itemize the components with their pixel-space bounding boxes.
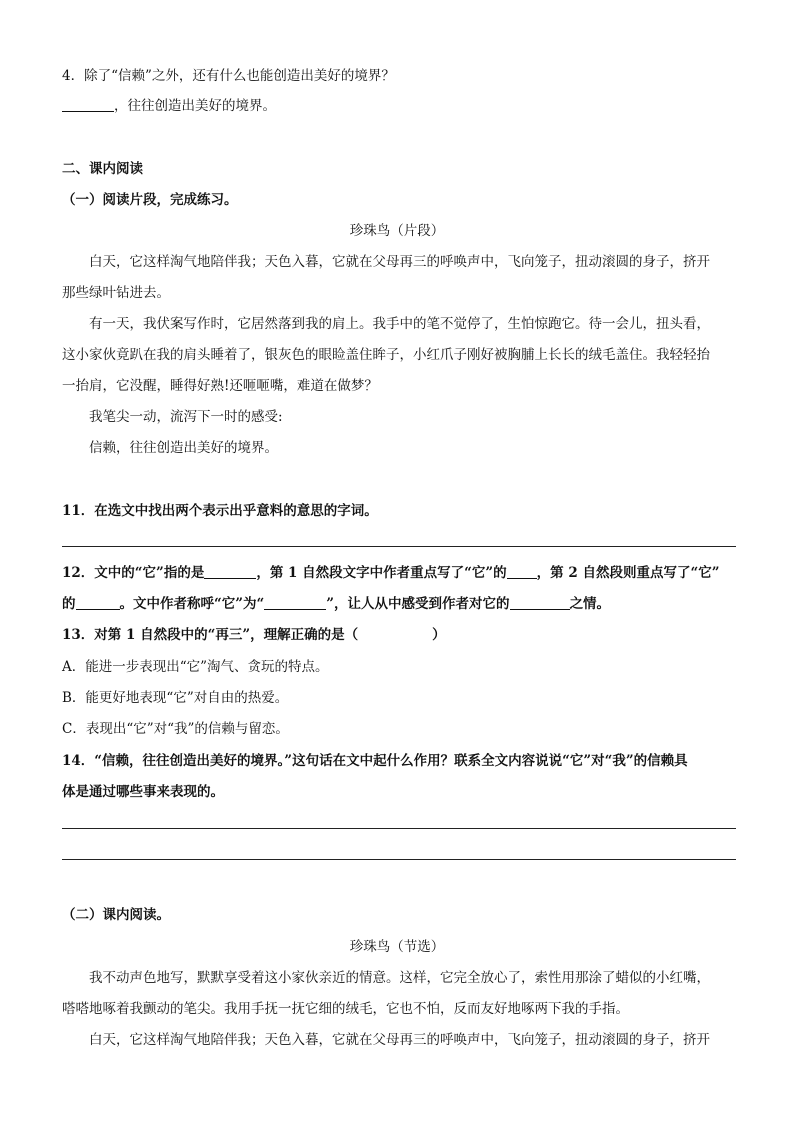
passage-line: 嗒嗒地啄着我颤动的笔尖。我用手抚一抚它细的绒毛，它也不怕，反而友好地啄两下我的手指。 <box>62 1001 629 1017</box>
part2-title: （二）课内阅读。 <box>62 907 170 923</box>
option-c[interactable]: C．表现出“它”对“我”的信赖与留恋。 <box>62 721 289 737</box>
question-4: 4．除了“信赖”之外，还有什么也能创造出美好的境界？ <box>62 68 395 84</box>
answer-line[interactable] <box>62 828 736 829</box>
question-13: 13．对第 1 自然段中的“再三”，理解正确的是（ ） <box>62 627 446 643</box>
passage-line: 有一天，我伏案写作时，它居然落到我的肩上。我手中的笔不觉停了，生怕惊跑它。待一会儿，扭头看， <box>89 316 710 332</box>
question-14-line1: 14．“信赖，往往创造出美好的境界。”这句话在文中起什么作用？联系全文内容说说“它”对“我”的信赖具 <box>62 753 688 769</box>
answer-line[interactable] <box>62 546 736 547</box>
question-11: 11．在选文中找出两个表示出乎意料的意思的字词。 <box>62 503 378 519</box>
answer-blank[interactable] <box>264 595 326 610</box>
passage-line: 信赖，往往创造出美好的境界。 <box>89 440 278 456</box>
passage-line: 白天，它这样淘气地陪伴我；天色入暮，它就在父母再三的呼唤声中，飞向笼子，扭动滚圆的身子，挤开 <box>89 254 710 270</box>
option-b[interactable]: B．能更好地表现“它”对自由的热爱。 <box>62 690 289 706</box>
passage-title: 珍珠鸟（节选） <box>349 939 445 955</box>
part1-title: （一）阅读片段，完成练习。 <box>62 192 238 208</box>
question-14-line2: 体是通过哪些事来表现的。 <box>62 784 224 800</box>
passage-line: 我笔尖一动，流泻下一时的感受: <box>89 409 283 425</box>
option-a[interactable]: A．能进一步表现出“它”淘气、贪玩的特点。 <box>62 659 329 675</box>
answer-suffix: ，往往创造出美好的境界。 <box>114 98 276 114</box>
passage-title: 珍珠鸟（片段） <box>349 223 445 239</box>
answer-line[interactable] <box>62 859 736 860</box>
question-12-line2: 的 。文中作者称呼“它”为“ ”，让人从中感受到作者对它的 之情。 <box>62 596 611 612</box>
section-heading: 二、课内阅读 <box>62 161 143 177</box>
answer-blank[interactable] <box>76 595 120 610</box>
answer-blank[interactable] <box>62 97 114 112</box>
passage-line: 一抬肩，它没醒，睡得好熟!还咂咂嘴，难道在做梦？ <box>62 378 378 394</box>
passage-line: 这小家伙竟趴在我的肩头睡着了，银灰色的眼睑盖住眸子，小红爪子刚好被胸脯上长长的绒毛盖住。我轻轻抬 <box>62 347 710 363</box>
answer-blank[interactable] <box>510 595 570 610</box>
passage-line: 白天，它这样淘气地陪伴我；天色入暮，它就在父母再三的呼唤声中，飞向笼子，扭动滚圆的身子，挤开 <box>89 1032 710 1048</box>
answer-blank[interactable] <box>204 564 256 579</box>
passage-line: 我不动声色地写，默默享受着这小家伙亲近的情意。这样，它完全放心了，索性用那涂了蜡似的小红嘴， <box>89 970 710 986</box>
answer-blank[interactable] <box>507 564 537 579</box>
question-12-line1: 12．文中的“它”指的是 ，第 1 自然段文字中作者重点写了“它”的 ，第 2 自然段则重点写了“它” <box>62 565 720 581</box>
question-4-answer-line <box>62 96 276 116</box>
passage-line: 那些绿叶钻进去。 <box>62 285 170 301</box>
